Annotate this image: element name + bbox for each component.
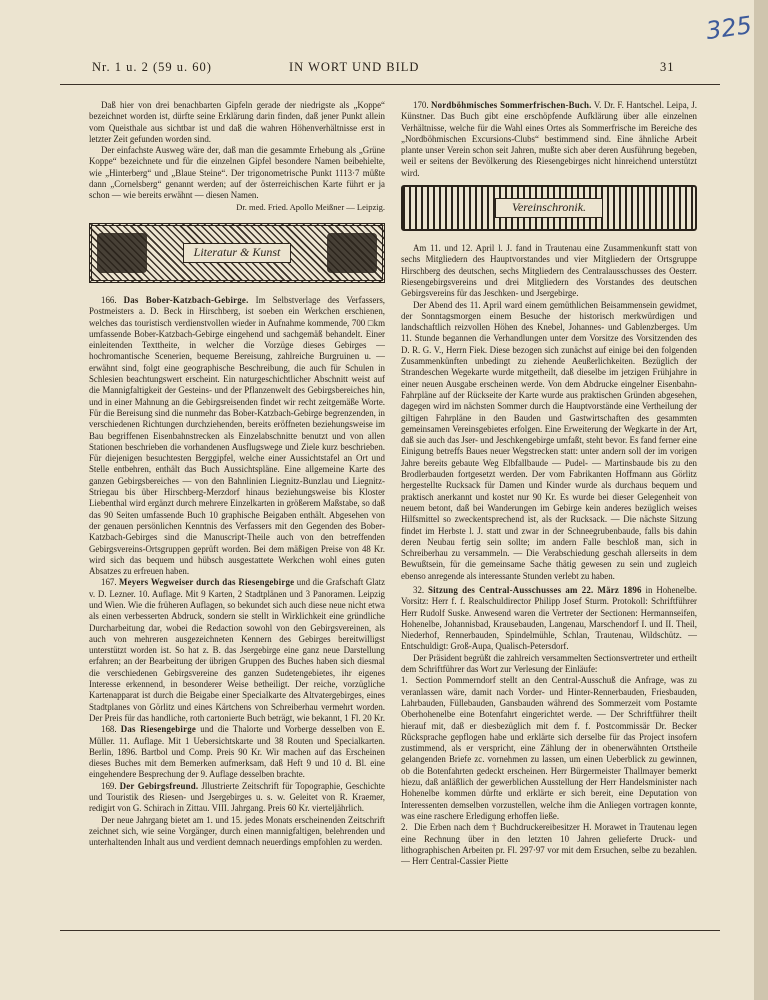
entry-title: Nordböhmisches Sommerfrischen-Buch. <box>431 100 592 110</box>
entry-title: Der Gebirgsfreund. <box>119 780 199 791</box>
chronicle-paragraph: Am 11. und 12. April l. J. fand in Trautenau eine Zusammenkunft statt von sechs Mitgliedern des Hauptvorstandes und vier Mitgliedern der Ortsgruppe Hirschberg des deutschen, sechs Mitgliedern des Centralausschusses des Oesterr. Riesengebirgsvereins und drei Mitgliedern des Vorstandes des deutschen Gebirgsvereins für das Jeschken- und Jsergebirge. <box>401 243 697 299</box>
list-text: Die Erben nach dem † Buchdruckereibesitzer H. Morawet in Trautenau legen eine Rechnung über in den letzten 10 Jahren gelieferte Druck- und lithographischen Arbeiten pr. Fl. 297·97 vor mit dem Ersuchen, selbe zu bezahlen. — Herr Central-Cassier Piette <box>401 822 697 867</box>
entry-number: 166. <box>101 294 117 305</box>
agenda-list <box>401 675 697 867</box>
handwritten-page-number: 325 <box>704 10 754 46</box>
entry-title: Das Bober-Katzbach-Gebirge. <box>123 294 249 305</box>
review-entry <box>89 577 385 724</box>
entry-number: 168. <box>101 724 117 735</box>
page-number: 31 <box>660 60 675 74</box>
list-item <box>401 675 697 822</box>
issue-number: Nr. 1 u. 2 (59 u. 60) <box>92 60 212 74</box>
banner-title: Literatur & Kunst <box>183 243 292 262</box>
entry-text: und die Thalorte und Vorberge desselben von E. Müller. 11. Auflage. Mit 1 Uebersichtskarte und 38 Routen und Specialkarten. Berlin, 1896. Bartbol und Comp. Preis 90 Kr. Wir machen auf das Erscheinen dieses Buches mit dem Bemerken aufmerksam, daß Heft 9 und 10 d. Bl. eine eingehendere Besprechung der 9. Auflage desselben brachte. <box>89 724 385 780</box>
footer-rule <box>60 930 720 931</box>
entry-text: in Hohenelbe. Vorsitz: Herr f. f. Realschuldirector Philipp Josef Sturm. Protokoll: Schriftführer Herr Rudolf Suske. Anwesend waren die Vertreter der Sectionen: Hermannseifen, Hohenelbe, Johannisbad, Krausebauden, Langenau, Marschendorf I. und II. Theil, Niederhof, Rennerbauden, Spindelmühle, Schlan, Trautenau, Wildschütz. — Entschuldigt: Groß-Aupa, Qualisch-Petersdorf. <box>401 584 697 652</box>
review-entry <box>89 781 385 815</box>
chronicle-banner <box>401 185 697 231</box>
session-intro: Der Präsident begrüßt die zahlreich versammelten Sectionsvertreter und ertheilt dem Schriftführer das Wort zur Verlesung der Einläufe: <box>401 652 697 675</box>
chronicle-paragraph: Der Abend des 11. April ward einem gemüthlichen Beisammensein gewidmet, der Sonntagsmorgen einem Besuche der historisch merkwürdigen und landschaftlich reizvollen Höhen des Knebel, Johannes- und Gablenzberges. Um 11. Stunde begannen die Verhandlungen unter dem Vorsitze des Vorsitzenden des D. R. G. V., Herrn Fiek. Diese bezogen sich zunächst auf einige bei den folgenden Zusammenkünften unbedingt zu ziehende Aeußerlichkeiten. Bezüglich der Strandeschen Wegekarte wurde mitgetheilt, daß dieselbe im jetzigen Frühjahre in einer neuen Ausgabe erscheinen werde. Von dem Abdrucke eingelner Eisenbahn-Fahrpläne auf der Rückseite der Karte wurde aus praktischen Gründen abgesehen, dagegen wird im nächsten Sommer durch die Hauptvorstände eine Vertheilung der giltigen Fahrpläne in den Bauden und Gastwirtschaften des gesammten gemeinsamen Vereinsgebietes erfolgen. Eine Erweiterung der Wegkarte in der Art, daß sie auch das Jser- und Jeschkengebirge umfaßt, steht bevor. Es fand ferner eine Einigung betreffs Baues neuer Wegstrecken statt: unter andern soll der im vorigen Jahre bereits gebaute Weg Elbfallbaude — Pudel- — Martinsbaude bis zu den Brodlerbauden fortgesetzt werden. Der vom Fabrikanten Hoffmann aus Görlitz hergestellte Rucksack für Damen und Kinder wurde als durchaus bequem und praktisch anerkannt und kostet nur 90 Kr. Es wurde bei dieser Gelegenheit von neuem betont, daß bei Wanderungen im Gebirge kein anderes bezüglich weises Hilfsmittel so zweckentsprechend ist, als der Rucksack. — Die nächste Sitzung findet im Herbste l. J. statt und zwar in der Schneegrubenbaude, falls bis dahin deren Neubau fertig sein sollte; im andern Falle beschloß man, sich in Schreiberhau zu versammeln. — Die Verabschiedung geschah allerseits in dem Bewußtsein, für die gemeinsame Sache thätig gewesen zu sein und zugleich ebenso anregende als interessante Stunden verlebt zu haben. <box>401 299 697 581</box>
entry-number: 32. <box>413 584 425 595</box>
entry-number: 169. <box>101 780 117 791</box>
header-rule <box>60 84 720 85</box>
list-number: 2. <box>401 822 408 833</box>
list-item <box>401 822 697 867</box>
left-column <box>89 100 385 925</box>
closing-paragraph: Der neue Jahrgang bietet am 1. und 15. jedes Monats erscheinenden Zeitschrift zeichnet sich, wie seine Vorgänger, durch einen mannigfaltigen, belehrenden und unterhaltenden Inhalt aus und verdient demnach neuerdings empfohlen zu werden. <box>89 814 385 848</box>
entry-title: Meyers Wegweiser durch das Riesengebirge <box>119 577 295 588</box>
entry-text: Jllustrierte Zeitschrift für Topographie, Geschichte und Touristik des Riesen- und Jsergebirges u. s. w. Geleitet von R. Kraemer, redigirt von G. Schirach in Zittau. VIII. Jahrgang. Preis 60 Kr. vierteljährlich. <box>89 780 385 814</box>
review-entry <box>401 100 697 179</box>
review-entry <box>401 585 697 653</box>
palette-illustration <box>327 233 377 273</box>
intro-paragraph: Der einfachste Ausweg wäre der, daß man die gesammte Erhebung als „Grüne Koppe“ bezeichnete und für die einzelnen Gipfel besondere Namen beibehielte, wie „Hinterberg“ und „Blaue Steine“. Der trigonometrische Punkt 1113·7 müßte dann „Cornelsberg“ genannt werden; auf der österreichischen Karte führt er ja schon — wie bereits erwähnt — diesen Namen. <box>89 145 385 201</box>
list-text: Section Pommerndorf stellt an den Central-Ausschuß die Anfrage, was zu veranlassen wäre, damit nach Vorder- und Hinter-Rennerbauden, Friesbauden, Lahrbauden, Füllebauden, Gansbauden während des Sommerzeit vom Postamte Oberhohenelbe eine Botenfahrt eingerichtet werde. — Der Schriftführer theilt hierauf mit, daß er diesbezüglich mit dem f. f. Postcommissär Dr. Becker Rücksprache gepflogen habe und erklärte sich derselbe für das Project insofern zustimmend, als er verspricht, eine Zählung der in obenerwähnten Ortstheile gelangenden Briefe zc. vornehmen zu lassen, um einen Ueberblick zu gewinnen, ob die Botenfahrten gedeckt erscheinen. Herr Bürgermeister Thallmayer bemerkt hiezu, daß anläßlich der gewerblichen Ausstellung der Herr Handelsminister nach Hohenelbe kommen dürfte und erklärte er sich bereit, eine Deputation von Interessenten demselben vorzustellen, welche ihm die Anliegen vortragen konnte, was eine raschere Erledigung erhoffen ließe. <box>401 675 697 821</box>
right-column <box>401 100 697 925</box>
entry-title: Sitzung des Central-Ausschusses am 22. März 1896 <box>427 584 642 595</box>
entry-title: Das Riesengebirge <box>120 724 196 735</box>
entry-text: und die Grafschaft Glatz v. D. Lezner. 10. Auflage. Mit 9 Karten, 2 Stadtplänen und 3 Panoramen. Leipzig und Wien. Wie die früheren Auflagen, so bekundet sich auch diese neue nicht etwa als einen verbesserten Abdruck, sondern sie stellt in Wirklichkeit eine gründliche Durcharbeitung dar, wobei die Redaction sowohl von den Gebirgsvereinen, als auch von mehreren ausgezeichneten Kennern des Gebirges bereitwilligst unterstützt worden ist. So hat z. B. das Jsergebirge eine ganz neue Darstellung erfahren; an der Bearbeitung der übrigen Gruppen des Buches haben sich diesmal die verschiedenen Gebirgsvereine des ganzen Sudetengebietes, ihr eigenes Interesse erkennend, in besonderer Weise betheiligt. Der reiche, vorzügliche Kartenapparat ist durch die Beigabe einer Specialkarte des Altvatergebirges, eines Stadtplanes von Görlitz und eines Kärtchens von Schreiberhau vermehrt worden. Der Preis für das handliche, roth cartonierte Buch beträgt, wie bekannt, 1 Fl. 20 Kr. <box>89 577 385 723</box>
review-entry <box>89 724 385 780</box>
intro-signature: Dr. med. Fried. Apollo Meißner — Leipzig. <box>236 201 385 212</box>
books-illustration <box>97 233 147 273</box>
banner-title: Vereinschronik. <box>495 198 603 217</box>
running-head <box>92 60 682 78</box>
list-number: 1. <box>401 675 408 686</box>
journal-title: IN WORT UND BILD <box>289 60 420 74</box>
intro-paragraph: Daß hier von drei benachbarten Gipfeln gerade der niedrigste als „Koppe“ bezeichnet worden ist, dürfte seine Erklärung darin finden, daß jener Punkt allein vom Queisthale aus sichtbar ist und daß die wahren Höhenverhältnisse erst in letzter Zeit gefunden worden sind. <box>89 100 385 144</box>
entry-number: 167. <box>101 577 117 588</box>
literature-banner <box>89 223 385 283</box>
entry-text: Im Selbstverlage des Verfassers, Postmeisters a. D. Beck in Hirschberg, ist soeben ein Werkchen erschienen, welches das touristisch verdienstvollen wieder in Aufnahme kommende, 700 □km umfassende Bober-Katzbach-Gebirge eingehend und sachgemäß behandelt. Einer einleitenden Texttheite, in welcher die Vorzüge dieses Gebirges — hochromantische Scenerien, bequeme Bereisung, zahlreiche Burgruinen u. — erwähnt sind, folgt eine geographische Beschreibung, die auch für Schulen in Schlesien beachtungswert erscheint. Ein naturgeschichtlicher Abschnitt weist auf die Mannigfaltigkeit der Gesteins- und der Pflanzenwelt des Gebirgsbereiches hin, und in einer Mahnung an die Gebirgsreisenden findet wir recht zeitgemäße Worte. Für die Bereisung sind die nunmehr das Bober-Katzbach-Gebirge begrenzenden, in verschiedenen Richtungen durchziehenden, bereits eröffneten beziehungsweise im Bau begriffenen Eisenbahnstrecken als Einzelabschnitte benutzt und von allen Stationen beschrieben die vorhandenen Ausflugswege und Ziele kurz beschrieben. Für diejenigen besuchtesten Berggipfel, welche einer Aussichtstafel an Ort und Stelle entbehren, enthält das Buch Aussichtspläne. Eine allgemeine Karte des ganzen Gebirgsbereiches — von den Bahnlinien Liegnitz-Bunzlau und Liegnitz-Striegau bis über Hirschberg-Merzdorf hinaus beziehungsweise bis Kloster Liebenthal wird ergänzt durch mehrere Einzelkarten in größerem Maßstabe, so daß das 90 Seiten umfassende Buch 10 graphische Beigaben enthält. Abgesehen von der genauen persönlichen Kenntnis des Verfassers mit den Gegenden des Bober-Katzbach-Gebirges sind die Manuscript-Theile auch von den betreffenden Gebirgsvereins-Ortsgruppen geprüft worden. Bei dem mäßigen Preise von 48 Kr. wird sich das bequem und hübsch ausgestattete Werkchen wohl eines guten Absatzes zu erfreuen haben. <box>89 294 385 577</box>
entry-number: 170. <box>413 100 429 110</box>
review-entry <box>89 295 385 577</box>
entry-text: V. Dr. F. Hantschel. Leipa, J. Künstner. Das Buch gibt eine erschöpfende Aufklärung über alle einzelnen Verhältnisse, welche für die Wahl eines Ortes als Sommerfrische im Bereiche des „Nordböhmischen Excursions-Clubs“ bestimmend sind. Eine ähnliche Arbeit plante unser Verein schon seit Jahren, mußte sich aber deren Ausführung begeben, weil er seitens der Bevölkerung des Riesengebirges nicht hinreichend unterstützt wird. <box>401 100 697 178</box>
